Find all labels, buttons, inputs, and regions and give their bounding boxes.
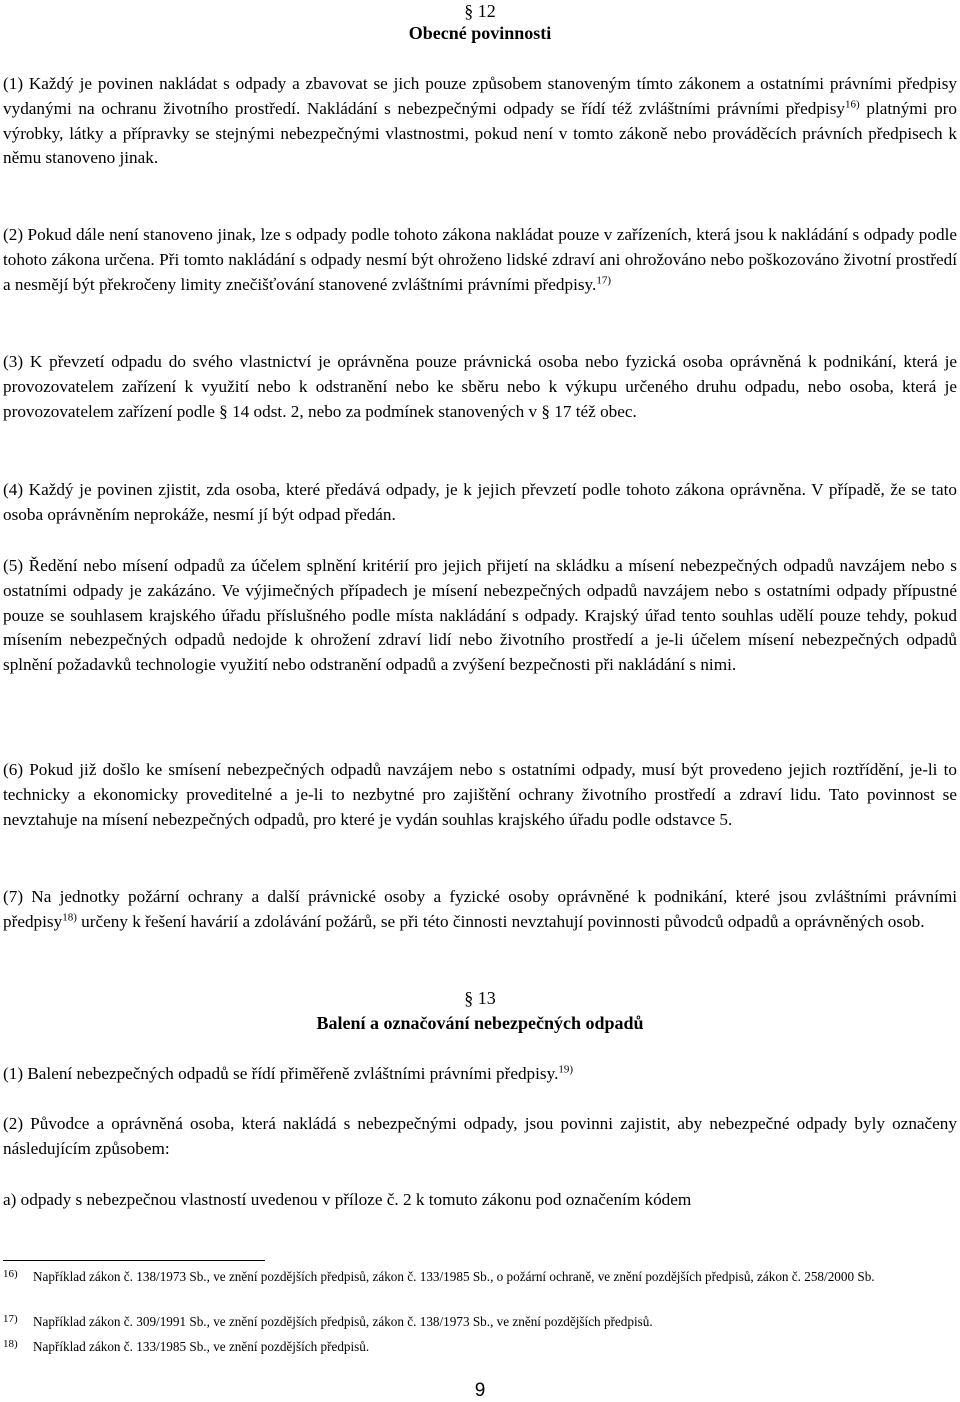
paragraph-13-1-text: (1) Balení nebezpečných odpadů se řídí přiměřeně zvláštními právními předpisy.: [3, 1064, 559, 1083]
paragraph-12-7-text-b: určeny k řešení havárií a zdolávání požárů, se při této činnosti nevztahují povinnosti původců odpadů a oprávněných osob.: [76, 911, 925, 931]
paragraph-12-1: [3, 72, 957, 171]
paragraph-12-2-text: (2) Pokud dále není stanoveno jinak, lze s odpady podle tohoto zákona nakládat pouze v zařízeních, která jsou k nakládání s odpady podle tohoto zákona určena. Při tomto nakládání s odpady nesmí být ohroženo lidské zdraví ani ohrožováno nebo poškozováno životní prostředí a nesmějí být překročeny limity znečišťování stanovené zvláštními právními předpisy.: [3, 225, 957, 294]
paragraph-12-1-text-a: (1) Každý je povinen nakládat s odpady a zbavovat se jich pouze způsobem stanoveným tímto zákonem a ostatními právními předpisy vydanými na ochranu životního prostředí. Nakládání s nebezpečnými odpady se řídí též zvláštními právními předpisy: [3, 74, 957, 118]
section-13-number: § 13: [464, 988, 496, 1008]
footnote-ref-17: 17): [596, 273, 611, 286]
page-number: 9: [474, 1380, 486, 1401]
footnote-separator: [3, 1260, 265, 1261]
footnote-17-text: Například zákon č. 309/1991 Sb., ve znění pozdějších předpisů, zákon č. 138/1973 Sb., ve znění pozdějších předpisů.: [33, 1314, 653, 1329]
paragraph-13-1: [3, 1062, 957, 1087]
paragraph-12-2: [3, 223, 957, 297]
paragraph-12-7-text-a: (7) Na jednotky požární ochrany a další právnické osoby a fyzické osoby oprávněné k podnikání, které jsou zvláštními právními předpisy: [3, 887, 957, 931]
section-12-title: Obecné povinnosti: [408, 23, 552, 43]
paragraph-13-2-text: (2) Původce a oprávněná osoba, která nakládá s nebezpečnými odpady, jsou povinni zajistit, aby nebezpečné odpady byly označeny následujícím způsobem:: [3, 1114, 957, 1158]
footnote-18-number: 18): [3, 1338, 18, 1350]
footnote-16-number: 16): [3, 1268, 18, 1280]
paragraph-12-6: [3, 758, 957, 832]
paragraph-12-6-text: (6) Pokud již došlo ke smísení nebezpečných odpadů navzájem nebo s ostatními odpady, musí být provedeno jejich roztřídění, je-li to technicky a ekonomicky proveditelné a je-li to nezbytné pro zajištění ochrany životního prostředí a zdraví lidu. Tato povinnost se nevztahuje na mísení nebezpečných odpadů, pro které je vydán souhlas krajského úřadu podle odstavce 5.: [3, 760, 957, 829]
paragraph-13-2: [3, 1112, 957, 1162]
list-item-13-a-text: a) odpady s nebezpečnou vlastností uvedenou v příloze č. 2 k tomuto zákonu pod označením kódem: [3, 1190, 692, 1209]
paragraph-12-4-text: (4) Každý je povinen zjistit, zda osoba, které předává odpady, je k jejich převzetí podle tohoto zákona oprávněna. V případě, že se tato osoba oprávněním neprokáže, nesmí jí být odpad předán.: [3, 480, 957, 524]
paragraph-12-7: [3, 885, 957, 935]
footnote-ref-19: 19): [558, 1063, 574, 1076]
footnote-18-text: Například zákon č. 133/1985 Sb., ve znění pozdějších předpisů.: [33, 1339, 370, 1354]
section-13-title: Balení a označování nebezpečných odpadů: [316, 1013, 644, 1033]
paragraph-12-4: [3, 478, 957, 528]
footnote-ref-16: 16): [845, 98, 860, 111]
paragraph-12-5: [3, 554, 957, 678]
section-12-number: § 12: [464, 1, 496, 21]
footnote-ref-18: 18): [62, 911, 77, 924]
paragraph-12-3: [3, 350, 957, 424]
footnote-17-number: 17): [3, 1313, 18, 1325]
footnote-16-text: Například zákon č. 138/1973 Sb., ve znění pozdějších předpisů, zákon č. 133/1985 Sb., o požární ochraně, ve znění pozdějších předpisů, zákon č. 258/2000 Sb.: [33, 1269, 875, 1284]
list-item-13-a: [3, 1188, 957, 1213]
paragraph-12-1-text-b: platnými pro výrobky, látky a přípravky se stejnými nebezpečnými vlastnostmi, pokud není v tomto zákoně nebo prováděcích právních předpisech k němu stanoveno jinak.: [3, 98, 957, 168]
paragraph-12-3-text: (3) K převzetí odpadu do svého vlastnictví je oprávněna pouze právnická osoba nebo fyzická osoba oprávněná k podnikání, která je provozovatelem zařízení k využití nebo k odstranění nebo ke sběru nebo k výkupu určeného druhu odpadu, nebo osoba, která je provozovatelem zařízení podle § 14 odst. 2, nebo za podmínek stanovených v § 17 též obec.: [3, 352, 957, 421]
paragraph-12-5-text: (5) Ředění nebo mísení odpadů za účelem splnění kritérií pro jejich přijetí na skládku a mísení nebezpečných odpadů navzájem nebo s ostatními odpady je zakázáno. Ve výjimečných případech je mísení nebezpečných odpadů navzájem nebo s ostatními odpady přípustné pouze se souhlasem krajského úřadu příslušného podle místa nakládání s odpady. Krajský úřad tento souhlas udělí pouze tehdy, pokud mísením nebezpečných odpadů nedojde k ohrožení zdraví lidí nebo životního prostředí a je-li účelem mísení nebezpečných odpadů splnění požadavků technologie využití nebo odstranění odpadů a zvýšení bezpečnosti při nakládání s nimi.: [3, 556, 957, 675]
